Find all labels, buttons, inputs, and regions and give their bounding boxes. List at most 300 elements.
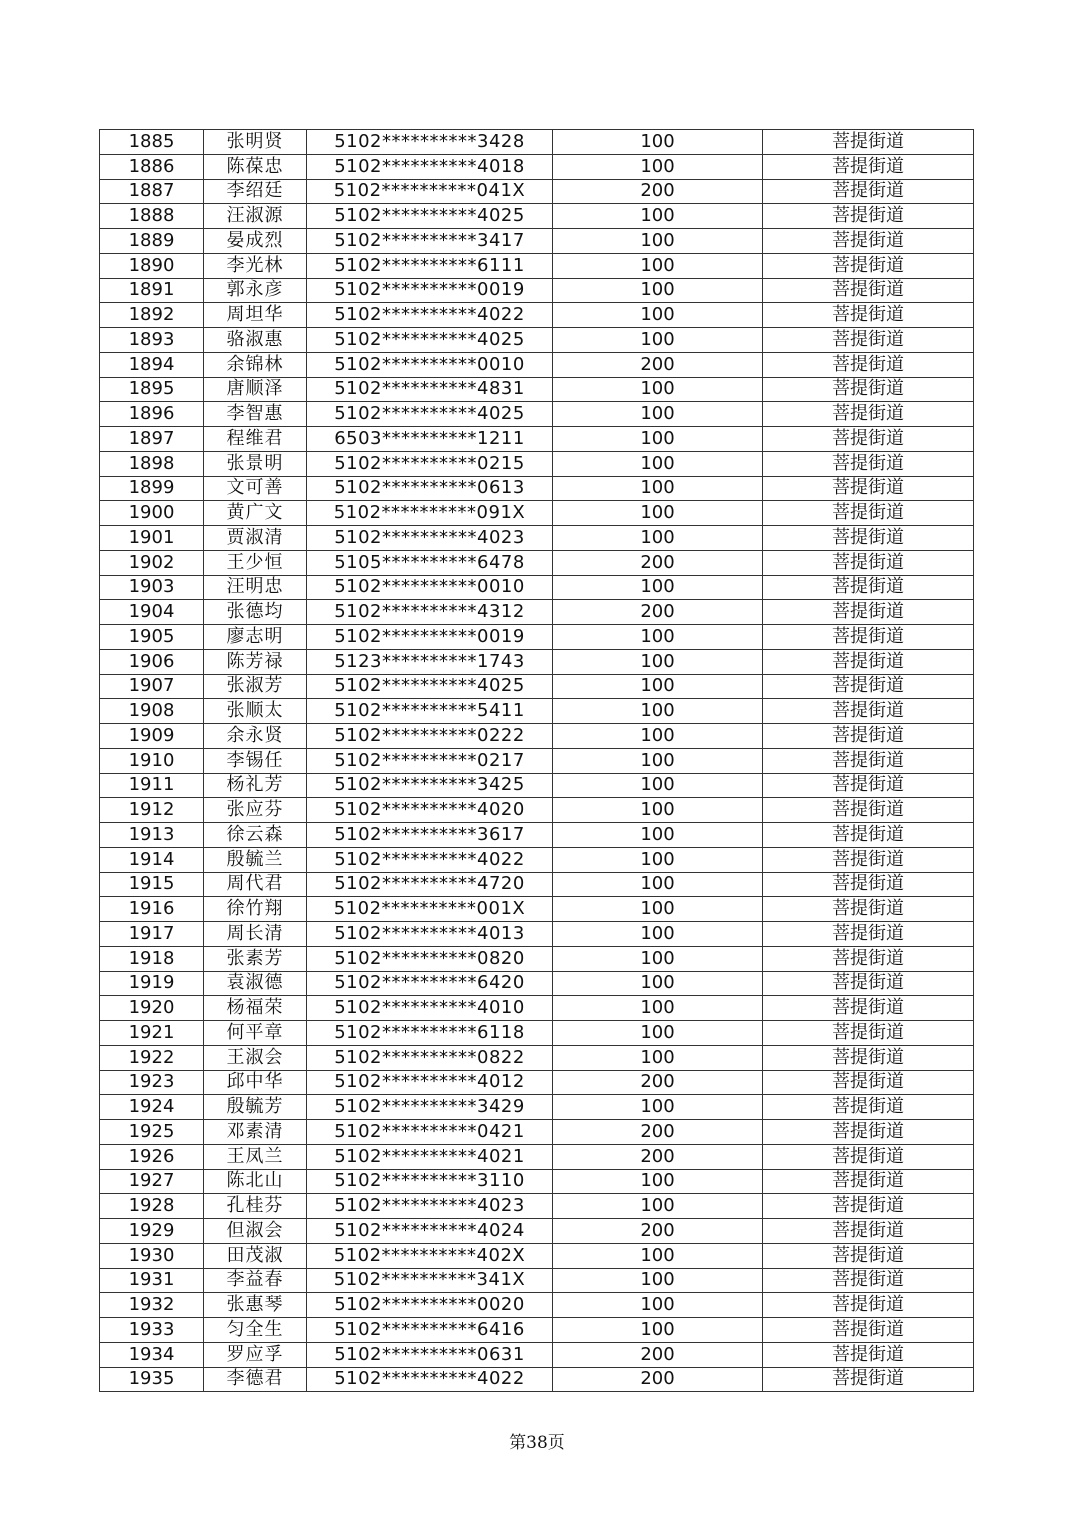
amount-cell: 200	[553, 1144, 763, 1169]
subdistrict-cell: 菩提街道	[763, 130, 974, 155]
serial-number-cell: 1902	[100, 550, 204, 575]
serial-number-cell: 1890	[100, 253, 204, 278]
serial-number-cell: 1891	[100, 278, 204, 303]
id-number-cell: 5102**********4025	[307, 204, 553, 229]
serial-number-cell: 1918	[100, 946, 204, 971]
subdistrict-cell: 菩提街道	[763, 550, 974, 575]
subdistrict-cell: 菩提街道	[763, 501, 974, 526]
amount-cell: 100	[553, 1169, 763, 1194]
amount-cell: 100	[553, 897, 763, 922]
amount-cell: 100	[553, 204, 763, 229]
subdistrict-cell: 菩提街道	[763, 1070, 974, 1095]
name-cell: 张应芬	[204, 798, 307, 823]
serial-number-cell: 1887	[100, 179, 204, 204]
name-cell: 殷毓芳	[204, 1095, 307, 1120]
id-number-cell: 5102**********3425	[307, 773, 553, 798]
amount-cell: 100	[553, 724, 763, 749]
subdistrict-cell: 菩提街道	[763, 427, 974, 452]
amount-cell: 100	[553, 253, 763, 278]
id-number-cell: 5102**********0010	[307, 352, 553, 377]
serial-number-cell: 1908	[100, 699, 204, 724]
name-cell: 廖志明	[204, 625, 307, 650]
id-number-cell: 5102**********4022	[307, 847, 553, 872]
serial-number-cell: 1899	[100, 476, 204, 501]
amount-cell: 200	[553, 1367, 763, 1392]
name-cell: 汪淑源	[204, 204, 307, 229]
table-row	[100, 575, 974, 600]
id-number-cell: 5102**********4025	[307, 402, 553, 427]
amount-cell: 100	[553, 748, 763, 773]
subdistrict-cell: 菩提街道	[763, 724, 974, 749]
subdistrict-cell: 菩提街道	[763, 1367, 974, 1392]
table-row	[100, 1342, 974, 1367]
table-row	[100, 526, 974, 551]
amount-cell: 100	[553, 823, 763, 848]
subdistrict-cell: 菩提街道	[763, 649, 974, 674]
serial-number-cell: 1926	[100, 1144, 204, 1169]
id-number-cell: 5102**********001X	[307, 897, 553, 922]
subdistrict-cell: 菩提街道	[763, 946, 974, 971]
id-number-cell: 5102**********3428	[307, 130, 553, 155]
amount-cell: 200	[553, 550, 763, 575]
subdistrict-cell: 菩提街道	[763, 699, 974, 724]
table-row	[100, 1219, 974, 1244]
id-number-cell: 5102**********0217	[307, 748, 553, 773]
table-row	[100, 724, 974, 749]
name-cell: 殷毓兰	[204, 847, 307, 872]
name-cell: 李锡任	[204, 748, 307, 773]
amount-cell: 200	[553, 352, 763, 377]
name-cell: 李德君	[204, 1367, 307, 1392]
id-number-cell: 5102**********0822	[307, 1045, 553, 1070]
table-row	[100, 1194, 974, 1219]
serial-number-cell: 1934	[100, 1342, 204, 1367]
serial-number-cell: 1895	[100, 377, 204, 402]
serial-number-cell: 1933	[100, 1318, 204, 1343]
table-row	[100, 971, 974, 996]
table-row	[100, 847, 974, 872]
subdistrict-cell: 菩提街道	[763, 451, 974, 476]
subdistrict-cell: 菩提街道	[763, 1194, 974, 1219]
serial-number-cell: 1892	[100, 303, 204, 328]
name-cell: 张景明	[204, 451, 307, 476]
subdistrict-cell: 菩提街道	[763, 1219, 974, 1244]
table-row	[100, 377, 974, 402]
amount-cell: 100	[553, 1243, 763, 1268]
subdistrict-cell: 菩提街道	[763, 303, 974, 328]
serial-number-cell: 1904	[100, 600, 204, 625]
subdistrict-cell: 菩提街道	[763, 748, 974, 773]
subdistrict-cell: 菩提街道	[763, 1021, 974, 1046]
table-row	[100, 451, 974, 476]
table-row	[100, 1045, 974, 1070]
id-number-cell: 5102**********0215	[307, 451, 553, 476]
id-number-cell: 5102**********0421	[307, 1120, 553, 1145]
subdistrict-cell: 菩提街道	[763, 897, 974, 922]
serial-number-cell: 1913	[100, 823, 204, 848]
amount-cell: 100	[553, 674, 763, 699]
table-row	[100, 773, 974, 798]
serial-number-cell: 1932	[100, 1293, 204, 1318]
name-cell: 张明贤	[204, 130, 307, 155]
id-number-cell: 5102**********0019	[307, 278, 553, 303]
subdistrict-cell: 菩提街道	[763, 352, 974, 377]
amount-cell: 100	[553, 154, 763, 179]
serial-number-cell: 1886	[100, 154, 204, 179]
amount-cell: 100	[553, 625, 763, 650]
name-cell: 杨礼芳	[204, 773, 307, 798]
name-cell: 邓素清	[204, 1120, 307, 1145]
id-number-cell: 5102**********6420	[307, 971, 553, 996]
table-row	[100, 1318, 974, 1343]
name-cell: 李绍廷	[204, 179, 307, 204]
id-number-cell: 5102**********4023	[307, 526, 553, 551]
amount-cell: 200	[553, 600, 763, 625]
name-cell: 程维君	[204, 427, 307, 452]
amount-cell: 100	[553, 303, 763, 328]
table-row	[100, 798, 974, 823]
subdistrict-cell: 菩提街道	[763, 204, 974, 229]
serial-number-cell: 1917	[100, 922, 204, 947]
serial-number-cell: 1925	[100, 1120, 204, 1145]
amount-cell: 100	[553, 1194, 763, 1219]
amount-cell: 100	[553, 278, 763, 303]
table-row	[100, 204, 974, 229]
name-cell: 周坦华	[204, 303, 307, 328]
serial-number-cell: 1927	[100, 1169, 204, 1194]
id-number-cell: 5102**********6416	[307, 1318, 553, 1343]
table-row	[100, 476, 974, 501]
table-row	[100, 1268, 974, 1293]
amount-cell: 100	[553, 377, 763, 402]
amount-cell: 100	[553, 649, 763, 674]
id-number-cell: 5102**********6118	[307, 1021, 553, 1046]
table-row	[100, 1095, 974, 1120]
id-number-cell: 5102**********3617	[307, 823, 553, 848]
serial-number-cell: 1915	[100, 872, 204, 897]
name-cell: 杨福荣	[204, 996, 307, 1021]
serial-number-cell: 1906	[100, 649, 204, 674]
amount-cell: 100	[553, 427, 763, 452]
name-cell: 李益春	[204, 1268, 307, 1293]
name-cell: 李光林	[204, 253, 307, 278]
amount-cell: 100	[553, 476, 763, 501]
id-number-cell: 5102**********0820	[307, 946, 553, 971]
table-row	[100, 179, 974, 204]
serial-number-cell: 1901	[100, 526, 204, 551]
amount-cell: 100	[553, 328, 763, 353]
name-cell: 黄广文	[204, 501, 307, 526]
id-number-cell: 5102**********402X	[307, 1243, 553, 1268]
serial-number-cell: 1910	[100, 748, 204, 773]
id-number-cell: 5102**********041X	[307, 179, 553, 204]
id-number-cell: 5102**********4021	[307, 1144, 553, 1169]
id-number-cell: 5102**********0222	[307, 724, 553, 749]
table-row	[100, 154, 974, 179]
serial-number-cell: 1928	[100, 1194, 204, 1219]
serial-number-cell: 1907	[100, 674, 204, 699]
name-cell: 张淑芳	[204, 674, 307, 699]
table-row	[100, 823, 974, 848]
name-cell: 张顺太	[204, 699, 307, 724]
serial-number-cell: 1930	[100, 1243, 204, 1268]
table-row	[100, 229, 974, 254]
name-cell: 晏成烈	[204, 229, 307, 254]
table-row	[100, 625, 974, 650]
table-row	[100, 699, 974, 724]
name-cell: 但淑会	[204, 1219, 307, 1244]
serial-number-cell: 1905	[100, 625, 204, 650]
id-number-cell: 5102**********4020	[307, 798, 553, 823]
subdistrict-cell: 菩提街道	[763, 1293, 974, 1318]
subdistrict-cell: 菩提街道	[763, 1045, 974, 1070]
table-row	[100, 427, 974, 452]
subdistrict-cell: 菩提街道	[763, 278, 974, 303]
table-row	[100, 1169, 974, 1194]
id-number-cell: 5102**********4831	[307, 377, 553, 402]
amount-cell: 100	[553, 872, 763, 897]
page-number: 第38页	[509, 1433, 565, 1453]
id-number-cell: 5102**********4025	[307, 674, 553, 699]
subdistrict-cell: 菩提街道	[763, 229, 974, 254]
name-cell: 袁淑德	[204, 971, 307, 996]
table-row	[100, 130, 974, 155]
amount-cell: 100	[553, 1293, 763, 1318]
subdistrict-cell: 菩提街道	[763, 154, 974, 179]
amount-cell: 100	[553, 847, 763, 872]
name-cell: 匀全生	[204, 1318, 307, 1343]
table-row	[100, 872, 974, 897]
amount-cell: 100	[553, 1095, 763, 1120]
table-row	[100, 1293, 974, 1318]
table-row	[100, 897, 974, 922]
subdistrict-cell: 菩提街道	[763, 328, 974, 353]
id-number-cell: 5102**********4012	[307, 1070, 553, 1095]
subdistrict-cell: 菩提街道	[763, 872, 974, 897]
amount-cell: 100	[553, 1268, 763, 1293]
roster-table-body	[100, 130, 974, 1392]
serial-number-cell: 1920	[100, 996, 204, 1021]
id-number-cell: 5102**********4022	[307, 303, 553, 328]
name-cell: 何平章	[204, 1021, 307, 1046]
serial-number-cell: 1898	[100, 451, 204, 476]
subdistrict-cell: 菩提街道	[763, 253, 974, 278]
amount-cell: 100	[553, 402, 763, 427]
amount-cell: 100	[553, 773, 763, 798]
table-row	[100, 922, 974, 947]
table-row	[100, 1367, 974, 1392]
subdistrict-cell: 菩提街道	[763, 1120, 974, 1145]
serial-number-cell: 1900	[100, 501, 204, 526]
table-row	[100, 1144, 974, 1169]
amount-cell: 200	[553, 1219, 763, 1244]
name-cell: 贾淑清	[204, 526, 307, 551]
amount-cell: 200	[553, 1070, 763, 1095]
serial-number-cell: 1919	[100, 971, 204, 996]
id-number-cell: 5102**********4022	[307, 1367, 553, 1392]
amount-cell: 200	[553, 179, 763, 204]
subdistrict-cell: 菩提街道	[763, 377, 974, 402]
serial-number-cell: 1921	[100, 1021, 204, 1046]
table-row	[100, 550, 974, 575]
table-row	[100, 278, 974, 303]
serial-number-cell: 1896	[100, 402, 204, 427]
amount-cell: 100	[553, 922, 763, 947]
table-row	[100, 402, 974, 427]
name-cell: 王凤兰	[204, 1144, 307, 1169]
name-cell: 徐云森	[204, 823, 307, 848]
subdistrict-cell: 菩提街道	[763, 996, 974, 1021]
name-cell: 张德均	[204, 600, 307, 625]
id-number-cell: 5102**********0613	[307, 476, 553, 501]
name-cell: 邱中华	[204, 1070, 307, 1095]
table-row	[100, 1243, 974, 1268]
subdistrict-cell: 菩提街道	[763, 600, 974, 625]
name-cell: 唐顺泽	[204, 377, 307, 402]
name-cell: 陈葆忠	[204, 154, 307, 179]
name-cell: 田茂淑	[204, 1243, 307, 1268]
id-number-cell: 5102**********3417	[307, 229, 553, 254]
subdistrict-cell: 菩提街道	[763, 625, 974, 650]
amount-cell: 100	[553, 229, 763, 254]
name-cell: 孔桂芬	[204, 1194, 307, 1219]
serial-number-cell: 1897	[100, 427, 204, 452]
id-number-cell: 5102**********4023	[307, 1194, 553, 1219]
name-cell: 张素芳	[204, 946, 307, 971]
subdistrict-cell: 菩提街道	[763, 1318, 974, 1343]
id-number-cell: 5105**********6478	[307, 550, 553, 575]
id-number-cell: 5102**********4010	[307, 996, 553, 1021]
subdistrict-cell: 菩提街道	[763, 1243, 974, 1268]
table-row	[100, 501, 974, 526]
name-cell: 陈芳禄	[204, 649, 307, 674]
id-number-cell: 6503**********1211	[307, 427, 553, 452]
subdistrict-cell: 菩提街道	[763, 1095, 974, 1120]
name-cell: 李智惠	[204, 402, 307, 427]
table-row	[100, 748, 974, 773]
amount-cell: 100	[553, 130, 763, 155]
id-number-cell: 5102**********4312	[307, 600, 553, 625]
serial-number-cell: 1911	[100, 773, 204, 798]
id-number-cell: 5102**********3110	[307, 1169, 553, 1194]
id-number-cell: 5102**********4025	[307, 328, 553, 353]
amount-cell: 100	[553, 1021, 763, 1046]
subdistrict-cell: 菩提街道	[763, 773, 974, 798]
table-row	[100, 674, 974, 699]
table-row	[100, 1120, 974, 1145]
id-number-cell: 5102**********0010	[307, 575, 553, 600]
amount-cell: 100	[553, 699, 763, 724]
id-number-cell: 5123**********1743	[307, 649, 553, 674]
serial-number-cell: 1924	[100, 1095, 204, 1120]
serial-number-cell: 1912	[100, 798, 204, 823]
name-cell: 骆淑惠	[204, 328, 307, 353]
serial-number-cell: 1888	[100, 204, 204, 229]
table-row	[100, 1021, 974, 1046]
name-cell: 汪明忠	[204, 575, 307, 600]
subdistrict-cell: 菩提街道	[763, 847, 974, 872]
name-cell: 周代君	[204, 872, 307, 897]
table-row	[100, 996, 974, 1021]
id-number-cell: 5102**********6111	[307, 253, 553, 278]
name-cell: 余永贤	[204, 724, 307, 749]
subdistrict-cell: 菩提街道	[763, 476, 974, 501]
subdistrict-cell: 菩提街道	[763, 575, 974, 600]
name-cell: 文可善	[204, 476, 307, 501]
name-cell: 王淑会	[204, 1045, 307, 1070]
serial-number-cell: 1929	[100, 1219, 204, 1244]
subdistrict-cell: 菩提街道	[763, 526, 974, 551]
amount-cell: 100	[553, 1045, 763, 1070]
amount-cell: 100	[553, 526, 763, 551]
name-cell: 张惠琴	[204, 1293, 307, 1318]
name-cell: 陈北山	[204, 1169, 307, 1194]
table-row	[100, 1070, 974, 1095]
amount-cell: 100	[553, 575, 763, 600]
subdistrict-cell: 菩提街道	[763, 798, 974, 823]
serial-number-cell: 1885	[100, 130, 204, 155]
table-row	[100, 328, 974, 353]
table-row	[100, 946, 974, 971]
table-row	[100, 303, 974, 328]
subdistrict-cell: 菩提街道	[763, 1342, 974, 1367]
amount-cell: 100	[553, 1318, 763, 1343]
subdistrict-cell: 菩提街道	[763, 402, 974, 427]
serial-number-cell: 1909	[100, 724, 204, 749]
table-row	[100, 253, 974, 278]
id-number-cell: 5102**********0631	[307, 1342, 553, 1367]
serial-number-cell: 1914	[100, 847, 204, 872]
serial-number-cell: 1935	[100, 1367, 204, 1392]
amount-cell: 200	[553, 1342, 763, 1367]
subdistrict-cell: 菩提街道	[763, 823, 974, 848]
amount-cell: 100	[553, 996, 763, 1021]
subdistrict-cell: 菩提街道	[763, 971, 974, 996]
name-cell: 王少恒	[204, 550, 307, 575]
subdistrict-cell: 菩提街道	[763, 1144, 974, 1169]
subdistrict-cell: 菩提街道	[763, 1268, 974, 1293]
name-cell: 周长清	[204, 922, 307, 947]
id-number-cell: 5102**********4013	[307, 922, 553, 947]
amount-cell: 100	[553, 798, 763, 823]
table-row	[100, 352, 974, 377]
amount-cell: 100	[553, 946, 763, 971]
serial-number-cell: 1923	[100, 1070, 204, 1095]
name-cell: 郭永彦	[204, 278, 307, 303]
id-number-cell: 5102**********3429	[307, 1095, 553, 1120]
serial-number-cell: 1889	[100, 229, 204, 254]
table-row	[100, 649, 974, 674]
id-number-cell: 5102**********4720	[307, 872, 553, 897]
serial-number-cell: 1931	[100, 1268, 204, 1293]
serial-number-cell: 1903	[100, 575, 204, 600]
name-cell: 罗应孚	[204, 1342, 307, 1367]
amount-cell: 100	[553, 971, 763, 996]
amount-cell: 200	[553, 1120, 763, 1145]
subdistrict-cell: 菩提街道	[763, 674, 974, 699]
table-row	[100, 600, 974, 625]
id-number-cell: 5102**********341X	[307, 1268, 553, 1293]
name-cell: 徐竹翔	[204, 897, 307, 922]
serial-number-cell: 1916	[100, 897, 204, 922]
id-number-cell: 5102**********4024	[307, 1219, 553, 1244]
roster-table	[99, 129, 974, 1392]
amount-cell: 100	[553, 501, 763, 526]
id-number-cell: 5102**********5411	[307, 699, 553, 724]
id-number-cell: 5102**********0020	[307, 1293, 553, 1318]
serial-number-cell: 1894	[100, 352, 204, 377]
amount-cell: 100	[553, 451, 763, 476]
